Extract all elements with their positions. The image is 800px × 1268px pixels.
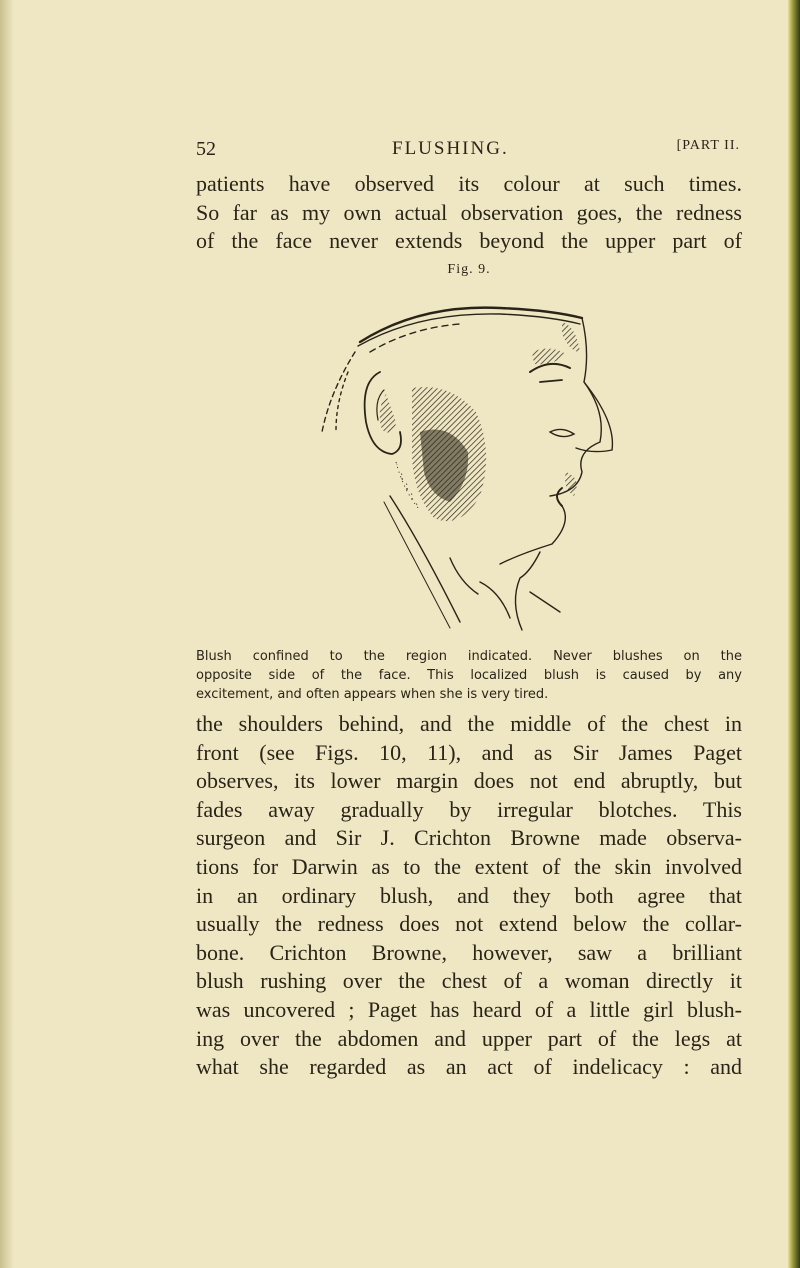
text-line: patients have observed its colour at such times. — [196, 171, 742, 196]
text-line: bone. Crichton Browne, however, saw a brilliant — [196, 939, 742, 965]
figure-caption — [196, 647, 742, 704]
figure-illustration — [300, 282, 640, 642]
chapter-title: FLUSHING. — [392, 138, 509, 159]
text-line: front (see Figs. 10, 11), and as Sir James Paget — [196, 739, 742, 765]
page-edge — [788, 0, 800, 1268]
paragraph-main — [196, 710, 742, 1082]
caption-line: Blush confined to the region indicated. Never blushes on the — [196, 649, 742, 664]
gutter-shadow — [0, 0, 14, 1268]
part-label: [PART II. — [676, 138, 740, 153]
text-line: the shoulders behind, and the middle of the chest in — [196, 711, 742, 736]
page-number: 52 — [196, 138, 216, 160]
caption-line: excitement, and often appears when she is very tired. — [196, 687, 549, 702]
text-line: surgeon and Sir J. Crichton Browne made observa- — [196, 825, 742, 851]
text-line: blush rushing over the chest of a woman directly it — [196, 968, 742, 994]
text-line: of the face never extends beyond the upper part of — [196, 228, 742, 254]
text-line: fades away gradually by irregular blotches. This — [196, 796, 742, 822]
text-line: ing over the abdomen and upper part of the legs at — [196, 1025, 742, 1051]
paragraph-top — [196, 170, 742, 256]
running-head — [196, 138, 740, 166]
text-line: observes, its lower margin does not end abruptly, but — [196, 768, 742, 794]
figure-label: Fig. 9. — [447, 262, 491, 277]
text-line: So far as my own actual observation goes, the redness — [196, 199, 742, 225]
text-line: what she regarded as an act of indelicacy : and — [196, 1054, 742, 1080]
text-line: was uncovered ; Paget has heard of a little girl blush- — [196, 996, 742, 1022]
caption-line: opposite side of the face. This localized blush is caused by any — [196, 668, 742, 683]
text-line: tions for Darwin as to the extent of the skin involved — [196, 853, 742, 879]
text-line: usually the redness does not extend below the collar- — [196, 911, 742, 937]
text-line: in an ordinary blush, and they both agree that — [196, 882, 742, 908]
